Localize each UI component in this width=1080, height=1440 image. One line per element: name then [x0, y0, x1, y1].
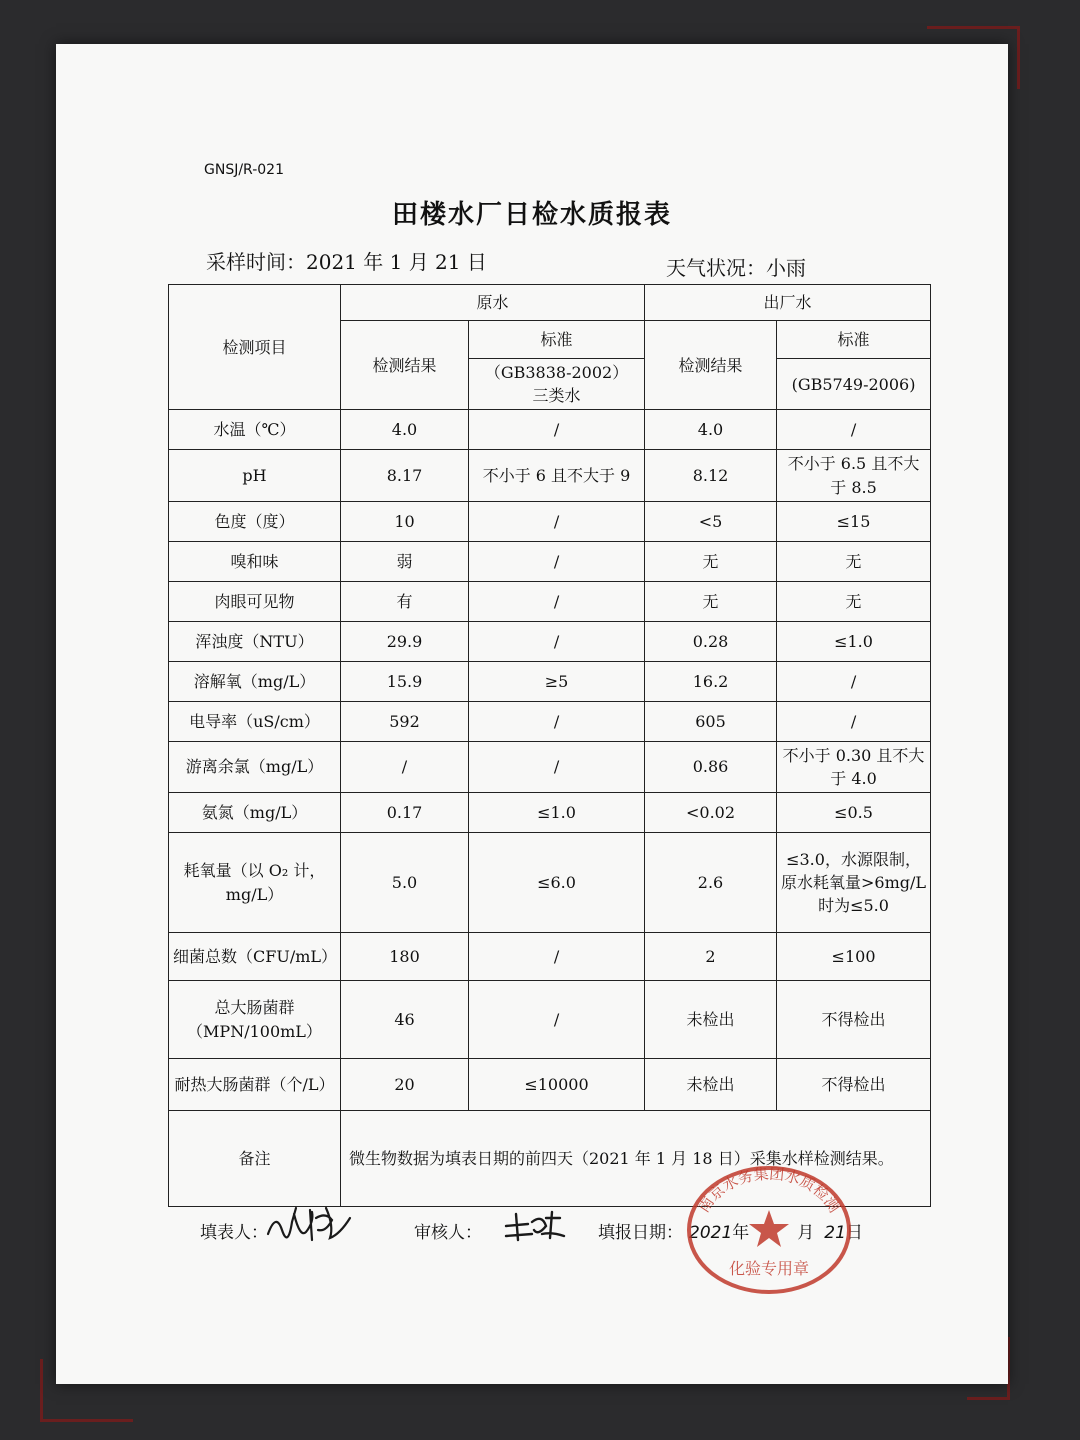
cell-out: 16.2 [645, 661, 777, 701]
stamp-bottom-text: 化验专用章 [728, 1259, 810, 1278]
cell-raw-std: / [469, 981, 645, 1059]
cell-raw-std: / [469, 581, 645, 621]
document-code: GNSJ/R-021 [204, 162, 284, 178]
cell-raw: 弱 [341, 541, 469, 581]
date-year-handwritten: 2021 [689, 1223, 733, 1243]
filler-label: 填表人： [200, 1223, 268, 1243]
header-finished-water: 出厂水 [645, 285, 931, 321]
cell-raw: 180 [341, 933, 469, 981]
header-finished-standard-code: (GB5749-2006) [777, 359, 931, 410]
table-row [169, 741, 931, 792]
cell-item: 色度（度） [169, 501, 341, 541]
remark-label: 备注 [169, 1111, 341, 1207]
water-quality-table [168, 284, 931, 1207]
cell-item: 嗅和味 [169, 541, 341, 581]
cell-raw-std: ≤10000 [469, 1059, 645, 1111]
raw-std-code: （GB3838-2002） [484, 363, 629, 382]
stamp-top-text: 南京水务集团水质检测 [694, 1164, 844, 1216]
cell-item: 游离余氯（mg/L） [169, 741, 341, 792]
paper-sheet [56, 44, 1008, 1384]
cell-raw: 20 [341, 1059, 469, 1111]
date-day-suffix: 日 [845, 1223, 863, 1243]
cell-item: 浑浊度（NTU） [169, 621, 341, 661]
table-row [169, 450, 931, 501]
cell-out: 4.0 [645, 410, 777, 450]
cell-raw: 0.17 [341, 793, 469, 833]
svg-text:南京水务集团水质检测 [695, 1165, 844, 1216]
cell-item: 氨氮（mg/L） [169, 793, 341, 833]
cell-out: 无 [645, 541, 777, 581]
cell-out-std: ≤0.5 [777, 793, 931, 833]
table-row [169, 621, 931, 661]
date-year-suffix: 年 [732, 1223, 750, 1243]
cell-out-std: / [777, 661, 931, 701]
cell-raw: 4.0 [341, 410, 469, 450]
cell-item: 肉眼可见物 [169, 581, 341, 621]
cell-out: 2.6 [645, 833, 777, 933]
cell-item: 总大肠菌群（MPN/100mL） [169, 981, 341, 1059]
table-row [169, 701, 931, 741]
cell-out-std: 不得检出 [777, 1059, 931, 1111]
cell-out: 未检出 [645, 981, 777, 1059]
sample-time: 采样时间：2021 年 1 月 21 日 [206, 250, 487, 274]
cell-out-std: 不小于 0.30 且不大于 4.0 [777, 741, 931, 792]
reviewer-label: 审核人： [414, 1223, 482, 1243]
cell-raw: 29.9 [341, 621, 469, 661]
cell-out: 605 [645, 701, 777, 741]
header-raw-standard: 标准 [469, 321, 645, 359]
raw-std-class: 三类水 [532, 386, 581, 406]
table-row [169, 501, 931, 541]
cell-item: pH [169, 450, 341, 501]
header-raw-result: 检测结果 [341, 321, 469, 410]
cell-raw-std: ≥5 [469, 661, 645, 701]
cell-raw: 15.9 [341, 661, 469, 701]
cell-raw-std: 不小于 6 且不大于 9 [469, 450, 645, 501]
table-row [169, 541, 931, 581]
cell-raw-std: / [469, 621, 645, 661]
date-month-suffix: 月 [797, 1223, 815, 1243]
cell-item: 水温（℃） [169, 410, 341, 450]
cell-out-std: 无 [777, 541, 931, 581]
table-row [169, 833, 931, 933]
cell-out-std: / [777, 410, 931, 450]
table-row [169, 581, 931, 621]
cell-out: 0.86 [645, 741, 777, 792]
cell-item: 细菌总数（CFU/mL） [169, 933, 341, 981]
cell-raw: 592 [341, 701, 469, 741]
remark-text: 微生物数据为填表日期的前四天（2021 年 1 月 18 日）采集水样检测结果。 [341, 1111, 931, 1207]
star-icon [749, 1210, 789, 1247]
weather-status: 天气状况：小雨 [666, 256, 806, 280]
filler-signature [264, 1204, 356, 1246]
table-row [169, 1059, 931, 1111]
cell-raw: 5.0 [341, 833, 469, 933]
date-label: 填报日期： [598, 1223, 683, 1243]
cell-raw: 10 [341, 501, 469, 541]
cell-item: 电导率（uS/cm） [169, 701, 341, 741]
cell-raw-std: / [469, 410, 645, 450]
cell-item: 耗氧量（以 O₂ 计，mg/L） [169, 833, 341, 933]
cell-out-std: ≤3.0，水源限制，原水耗氧量>6mg/L 时为≤5.0 [777, 833, 931, 933]
cell-item: 溶解氧（mg/L） [169, 661, 341, 701]
cell-raw-std: / [469, 541, 645, 581]
table-row [169, 793, 931, 833]
cell-out-std: 不得检出 [777, 981, 931, 1059]
reviewer-signature [502, 1208, 568, 1244]
cell-raw-std: / [469, 933, 645, 981]
cell-out: <0.02 [645, 793, 777, 833]
cell-raw-std: ≤1.0 [469, 793, 645, 833]
cell-out: <5 [645, 501, 777, 541]
header-raw-water: 原水 [341, 285, 645, 321]
cell-out: 未检出 [645, 1059, 777, 1111]
cell-out-std: 不小于 6.5 且不大于 8.5 [777, 450, 931, 501]
cell-item: 耐热大肠菌群（个/L） [169, 1059, 341, 1111]
cell-out-std: ≤1.0 [777, 621, 931, 661]
header-item: 检测项目 [169, 285, 341, 410]
cell-raw: / [341, 741, 469, 792]
table-row [169, 661, 931, 701]
cell-out-std: 无 [777, 581, 931, 621]
cell-out: 0.28 [645, 621, 777, 661]
table-row [169, 981, 931, 1059]
official-stamp [684, 1164, 854, 1296]
cell-out: 2 [645, 933, 777, 981]
cell-out: 8.12 [645, 450, 777, 501]
table-row [169, 410, 931, 450]
cell-out-std: ≤100 [777, 933, 931, 981]
cell-raw-std: / [469, 501, 645, 541]
table-row [169, 933, 931, 981]
document-title: 田楼水厂日检水质报表 [391, 200, 672, 230]
header-raw-standard-code [469, 359, 645, 410]
cell-out-std: / [777, 701, 931, 741]
date-day-handwritten: 21 [824, 1223, 846, 1243]
cell-raw: 46 [341, 981, 469, 1059]
cell-raw-std: ≤6.0 [469, 833, 645, 933]
cell-raw-std: / [469, 741, 645, 792]
cell-out-std: ≤15 [777, 501, 931, 541]
cell-raw: 有 [341, 581, 469, 621]
header-finished-result: 检测结果 [645, 321, 777, 410]
cell-out: 无 [645, 581, 777, 621]
cell-raw: 8.17 [341, 450, 469, 501]
cell-raw-std: / [469, 701, 645, 741]
header-finished-standard: 标准 [777, 321, 931, 359]
